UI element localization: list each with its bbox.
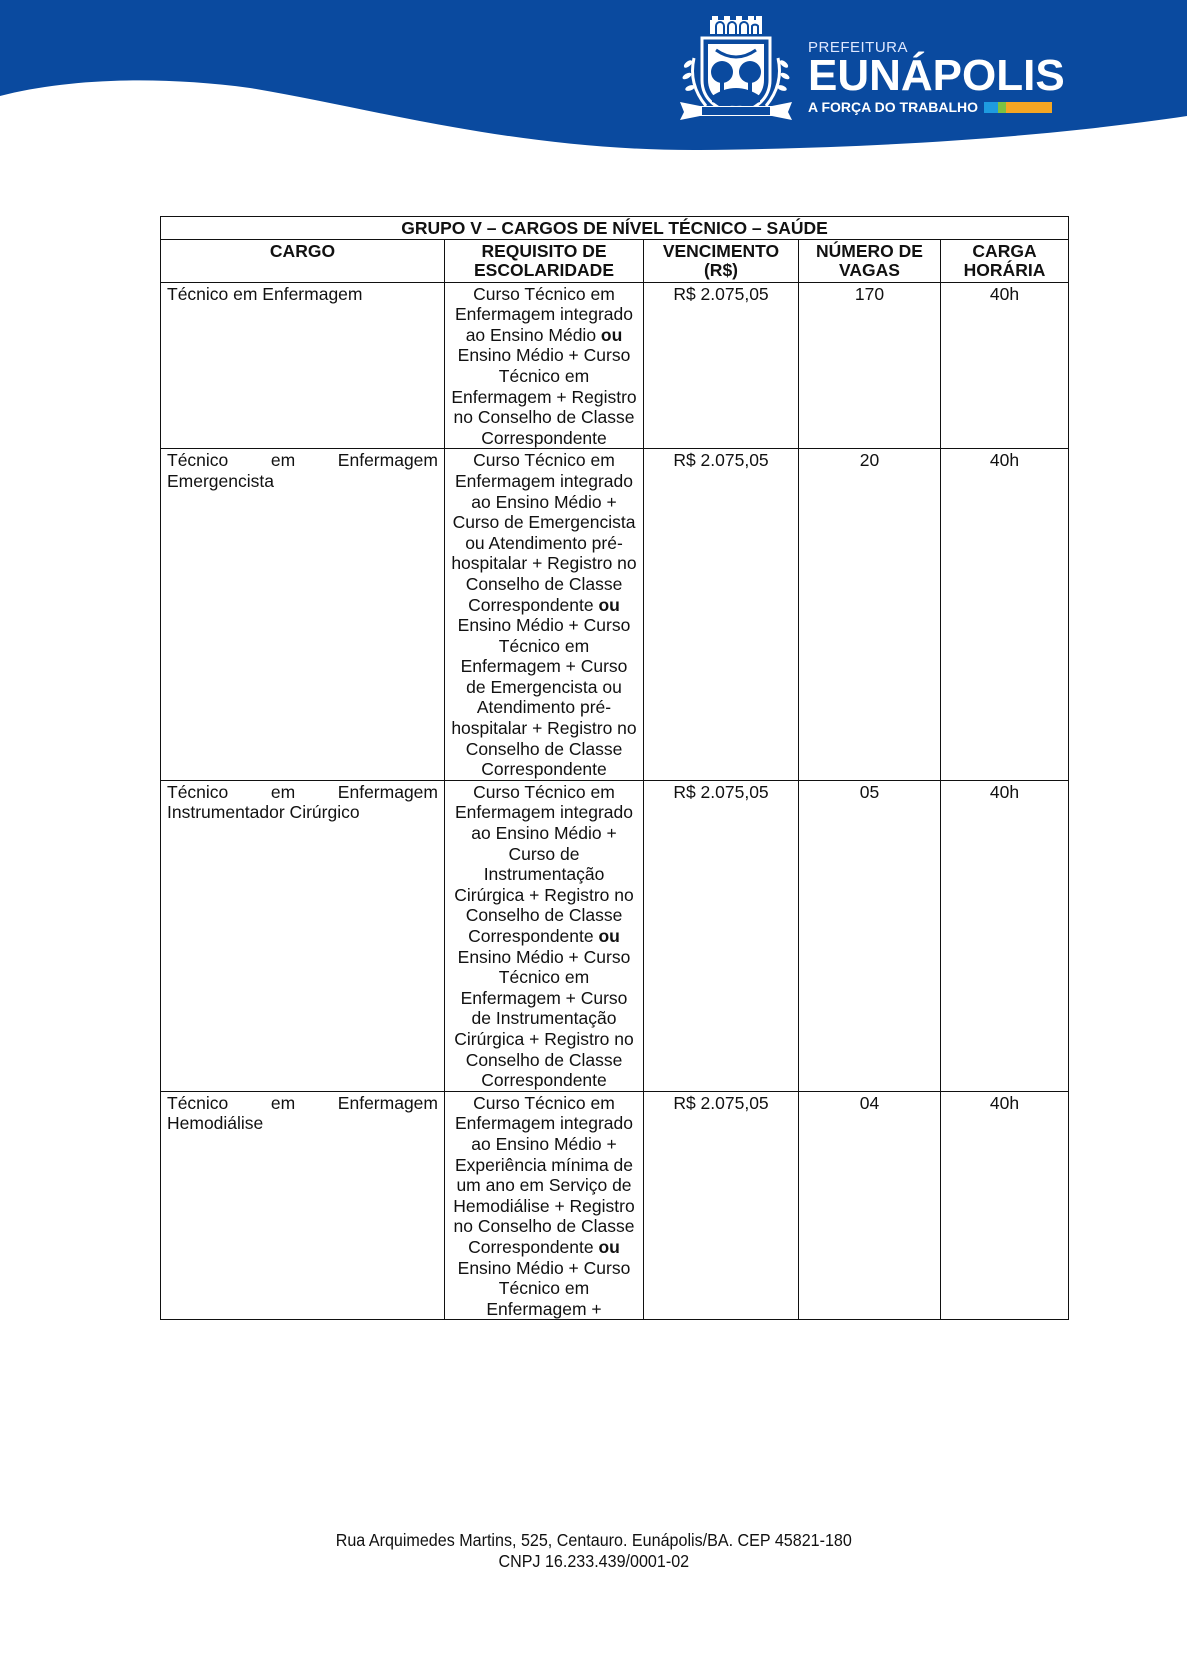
cell-requisito	[445, 282, 644, 449]
group-title: GRUPO V – CARGOS DE NÍVEL TÉCNICO – SAÚDE	[161, 217, 1069, 240]
cell-vagas: 170	[799, 282, 941, 449]
requisito-connector: ou	[600, 324, 623, 345]
color-stripe	[984, 102, 1052, 113]
cell-vencimento: R$ 2.075,05	[644, 449, 799, 781]
cell-carga: 40h	[941, 1091, 1069, 1320]
cell-cargo: Técnico em Enfermagem	[161, 282, 445, 449]
cell-cargo: Técnico em Enfermagem Hemodiálise	[161, 1091, 445, 1320]
requisito-connector: ou	[598, 1236, 620, 1257]
requisito-text: Curso Técnico em Enfermagem integrado ao Ensino Médio + Curso de Instrumentação Cirúrgica + Registro no Conselho de Classe Correspondente	[454, 781, 634, 946]
cell-vagas: 05	[799, 780, 941, 1091]
brand-tagline-row	[808, 99, 1065, 115]
requisito-text: Ensino Médio + Curso Técnico em Enfermagem + Registro no Conselho de Classe Correspondente	[451, 345, 637, 448]
table-row	[161, 1091, 1069, 1320]
cell-carga: 40h	[941, 449, 1069, 781]
requisito-text: Curso Técnico em Enfermagem integrado ao Ensino Médio + Experiência mínima de um ano em Serviço de Hemodiálise + Registro no Conselho de Classe Correspondente	[453, 1092, 635, 1257]
requisito-text: Curso Técnico em Enfermagem integrado ao Ensino Médio + Curso de Emergencista ou Atendimento pré-hospitalar + Registro no Conselho de Classe Correspondente	[451, 450, 637, 615]
page-footer	[48, 1530, 1140, 1572]
requisito-text: Curso Técnico em Enfermagem integrado ao Ensino Médio	[454, 283, 634, 345]
footer-cnpj: CNPJ 16.233.439/0001-02	[498, 1551, 690, 1571]
cell-vencimento: R$ 2.075,05	[644, 282, 799, 449]
requisito-text: Ensino Médio + Curso Técnico em Enfermagem + Curso de Emergencista ou Atendimento pré-hospitalar + Registro no Conselho de Classe Correspondente	[451, 615, 637, 780]
cell-vencimento: R$ 2.075,05	[644, 780, 799, 1091]
column-header-requisito: REQUISITO DE ESCOLARIDADE	[445, 239, 644, 282]
group-title-row	[161, 217, 1069, 240]
table-body	[161, 282, 1069, 1320]
table-row	[161, 780, 1069, 1091]
cell-vagas: 04	[799, 1091, 941, 1320]
brand-name: EUNÁPOLIS	[808, 51, 1065, 100]
requisito-connector: ou	[598, 594, 620, 615]
requisito-text: Ensino Médio + Curso Técnico em Enfermagem + Curso de Instrumentação Cirúrgica + Registro no Conselho de Classe Correspondente	[454, 946, 634, 1091]
header-row	[161, 239, 1069, 282]
column-header-vencimento: VENCIMENTO (R$)	[644, 239, 799, 282]
cell-carga: 40h	[941, 780, 1069, 1091]
requisito-text: Ensino Médio + Curso Técnico em Enfermagem +	[457, 1257, 631, 1319]
cell-vencimento: R$ 2.075,05	[644, 1091, 799, 1320]
cell-requisito	[445, 449, 644, 781]
cell-cargo: Técnico em Enfermagem Instrumentador Cirúrgico	[161, 780, 445, 1091]
header-banner	[0, 0, 1187, 160]
brand-tagline: A FORÇA DO TRABALHO	[808, 99, 979, 115]
cargos-table	[160, 216, 1069, 1320]
footer-address: Rua Arquimedes Martins, 525, Centauro. Eunápolis/BA. CEP 45821-180	[335, 1530, 852, 1550]
requisito-connector: ou	[598, 926, 620, 946]
cell-cargo: Técnico em Enfermagem Emergencista	[161, 449, 445, 781]
cell-carga: 40h	[941, 282, 1069, 449]
logo	[672, 14, 1082, 129]
cell-requisito	[445, 1091, 644, 1320]
table-row	[161, 282, 1069, 449]
brand	[808, 40, 1065, 115]
column-header-cargo: CARGO	[161, 239, 445, 282]
brand-top: PREFEITURA	[808, 39, 909, 56]
table-row	[161, 449, 1069, 781]
coat-of-arms-icon	[672, 14, 800, 126]
column-header-vagas: NÚMERO DE VAGAS	[799, 239, 941, 282]
column-header-carga: CARGA HORÁRIA	[941, 239, 1069, 282]
cell-requisito	[445, 780, 644, 1091]
cell-vagas: 20	[799, 449, 941, 781]
